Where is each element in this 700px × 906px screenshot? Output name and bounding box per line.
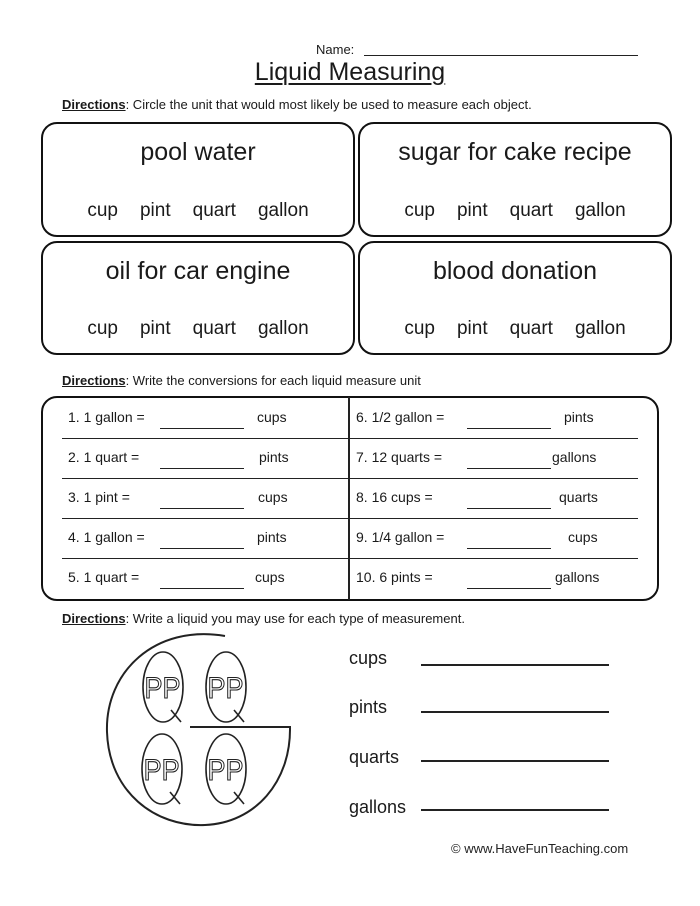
directions-label: Directions: [62, 611, 126, 626]
conversion-unit: gallons: [555, 569, 600, 585]
directions-conversions: [62, 373, 421, 388]
conversion-unit: cups: [258, 489, 288, 505]
unit-box-oil: [41, 241, 355, 355]
quart-q-icon: [206, 652, 246, 722]
unit-option-quart[interactable]: quart: [509, 318, 553, 339]
quart-q-icon: [142, 734, 182, 804]
directions-label: Directions: [62, 373, 126, 388]
conversion-unit: pints: [259, 449, 289, 465]
answer-blank[interactable]: [467, 428, 551, 429]
answer-blank[interactable]: [160, 548, 244, 549]
directions-label: Directions: [62, 97, 126, 112]
conversion-prompt: 6. 1/2 gallon =: [356, 409, 445, 425]
unit-option-cup[interactable]: cup: [404, 200, 435, 221]
row-divider: [62, 478, 638, 479]
gallon-g-icon: [107, 634, 290, 825]
name-label: Name:: [316, 42, 355, 57]
conversion-prompt: 8. 16 cups =: [356, 489, 433, 505]
svg-text:PP: PP: [143, 753, 180, 788]
conversion-unit: gallons: [552, 449, 597, 465]
unit-box-blood: [358, 241, 672, 355]
answer-blank[interactable]: [160, 428, 244, 429]
conversion-unit: pints: [564, 409, 594, 425]
conversion-prompt: 2. 1 quart =: [68, 449, 140, 465]
unit-option-gallon[interactable]: gallon: [257, 200, 309, 221]
unit-option-gallon[interactable]: gallon: [257, 318, 309, 339]
answer-line-pints[interactable]: [421, 711, 609, 713]
svg-text:PP: PP: [144, 671, 181, 706]
copyright-footer: © www.HaveFunTeaching.com: [451, 841, 629, 856]
gallon-quart-pint-cup-diagram: [95, 632, 305, 832]
conversion-unit: quarts: [559, 489, 598, 505]
conversion-prompt: 5. 1 quart =: [68, 569, 140, 585]
box-item: oil for car engine: [105, 257, 291, 285]
box-item: blood donation: [432, 257, 598, 285]
unit-box-pool-water: [41, 122, 355, 237]
row-divider: [62, 518, 638, 519]
directions-circle-unit: [62, 97, 532, 112]
conversion-unit: cups: [568, 529, 598, 545]
conversion-prompt: 1. 1 gallon =: [68, 409, 145, 425]
answer-blank[interactable]: [160, 468, 244, 469]
unit-option-cup[interactable]: cup: [404, 318, 435, 339]
measurement-label-cups: cups: [349, 648, 388, 668]
unit-option-quart[interactable]: quart: [192, 318, 236, 339]
answer-line-quarts[interactable]: [421, 760, 609, 762]
quart-q-icon: [143, 652, 183, 722]
unit-option-gallon[interactable]: gallon: [574, 200, 626, 221]
conversion-prompt: 3. 1 pint =: [68, 489, 130, 505]
svg-text:PP: PP: [207, 671, 244, 706]
measurement-label-pints: pints: [349, 697, 388, 717]
answer-blank[interactable]: [467, 508, 551, 509]
unit-option-cup[interactable]: cup: [87, 318, 118, 339]
unit-option-gallon[interactable]: gallon: [574, 318, 626, 339]
answer-blank[interactable]: [467, 588, 551, 589]
conversion-prompt: 10. 6 pints =: [356, 569, 433, 585]
unit-option-pint[interactable]: pint: [139, 200, 171, 221]
row-divider: [62, 558, 638, 559]
unit-option-quart[interactable]: quart: [509, 200, 553, 221]
answer-line-gallons[interactable]: [421, 809, 609, 811]
conversion-unit: cups: [255, 569, 285, 585]
directions-text: : Write the conversions for each liquid measure unit: [125, 373, 421, 388]
answer-blank[interactable]: [160, 508, 244, 509]
answer-blank[interactable]: [467, 548, 551, 549]
measurement-label-quarts: quarts: [349, 747, 400, 767]
table-divider: [348, 397, 350, 600]
answer-blank[interactable]: [160, 588, 244, 589]
box-item: pool water: [140, 138, 256, 166]
conversion-unit: pints: [257, 529, 287, 545]
unit-option-pint[interactable]: pint: [456, 200, 488, 221]
conversion-prompt: 4. 1 gallon =: [68, 529, 145, 545]
quart-q-icon: [206, 734, 246, 804]
directions-text: : Write a liquid you may use for each type of measurement.: [125, 611, 465, 626]
svg-text:PP: PP: [207, 753, 244, 788]
page-title: Liquid Measuring: [254, 58, 446, 86]
unit-option-cup[interactable]: cup: [87, 200, 118, 221]
directions-text: : Circle the unit that would most likely be used to measure each object.: [125, 97, 532, 112]
answer-blank[interactable]: [467, 468, 551, 469]
conversion-prompt: 9. 1/4 gallon =: [356, 529, 445, 545]
box-item: sugar for cake recipe: [398, 138, 632, 166]
name-input-line[interactable]: [364, 55, 638, 56]
directions-liquid-examples: [62, 611, 465, 626]
conversion-prompt: 7. 12 quarts =: [356, 449, 443, 465]
conversion-unit: cups: [257, 409, 287, 425]
unit-option-pint[interactable]: pint: [139, 318, 171, 339]
measurement-label-gallons: gallons: [349, 797, 407, 817]
unit-option-pint[interactable]: pint: [456, 318, 488, 339]
answer-line-cups[interactable]: [421, 664, 609, 666]
unit-option-quart[interactable]: quart: [192, 200, 236, 221]
row-divider: [62, 438, 638, 439]
unit-box-sugar: [358, 122, 672, 237]
